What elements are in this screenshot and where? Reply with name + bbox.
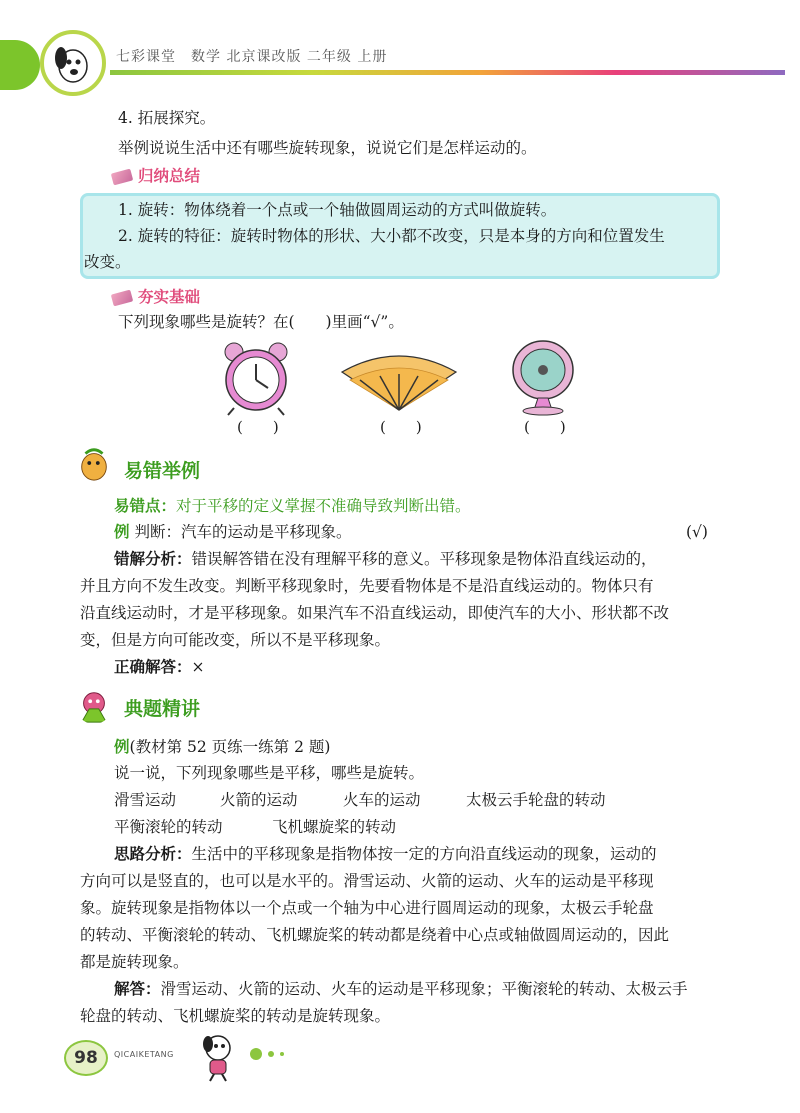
mistake-point-label: 易错点： bbox=[114, 497, 177, 515]
mistake-answer-label: 正确解答： bbox=[114, 658, 192, 676]
basics-question: 下列现象哪些是旋转？在( )里画“√”。 bbox=[118, 313, 404, 331]
classic-answer-row bbox=[114, 979, 688, 999]
classic-think-5: 都是旋转现象。 bbox=[80, 953, 189, 971]
basics-label-row bbox=[112, 285, 200, 307]
classic-think-4: 的转动、平衡滚轮的转动、飞机螺旋桨的转动都是绕着中心点或轴做圆周运动的，因此 bbox=[80, 926, 670, 944]
extend-heading: 4. 拓展探究。 bbox=[118, 109, 216, 127]
mistake-example-label: 例 bbox=[114, 523, 130, 541]
alarm-clock-icon bbox=[218, 340, 294, 416]
classic-think-row bbox=[114, 844, 657, 864]
mascot-logo-icon bbox=[40, 30, 106, 96]
mistake-analysis-3: 沿直线运动时，才是平移现象。如果汽车不沿直线运动，即使汽车的大小、形状都不改 bbox=[80, 604, 670, 622]
mistakes-title: 易错举例 bbox=[124, 460, 201, 482]
summary-line-1: 1. 旋转：物体绕着一个点或一个轴做圆周运动的方式叫做旋转。 bbox=[118, 201, 557, 219]
classic-item-2: 火车的运动 bbox=[343, 791, 421, 809]
mistake-analysis-label: 错解分析： bbox=[114, 550, 192, 568]
mistake-example-mark: (√) bbox=[686, 523, 708, 541]
mistake-analysis-1: 错误解答错在没有理解平移的意义。平移现象是物体沿直线运动的， bbox=[191, 550, 657, 568]
header-green-tab bbox=[0, 40, 40, 90]
classic-answer-2: 轮盘的转动、飞机螺旋桨的转动是旋转现象。 bbox=[80, 1007, 391, 1025]
mistake-analysis-row bbox=[114, 549, 657, 569]
classic-example-label: 例 bbox=[114, 738, 130, 756]
folding-fan-icon bbox=[340, 350, 458, 412]
pencil-icon bbox=[111, 168, 133, 185]
classic-item-3: 太极云手轮盘的转动 bbox=[466, 791, 606, 809]
page-number: 98 bbox=[64, 1040, 108, 1076]
footer-dot-medium bbox=[268, 1051, 274, 1057]
mistake-example-text: 判断：汽车的运动是平移现象。 bbox=[129, 523, 352, 541]
basics-label: 夯实基础 bbox=[138, 288, 201, 306]
summary-label: 归纳总结 bbox=[138, 167, 201, 185]
summary-line-2b: 改变。 bbox=[84, 253, 131, 271]
fan-answer-paren[interactable]: ( ) bbox=[380, 418, 422, 436]
mistake-answer-row bbox=[114, 657, 205, 677]
mistake-answer-text: × bbox=[191, 658, 205, 676]
footer-brand: QICAIKETANG bbox=[114, 1050, 174, 1059]
footer-dot-small bbox=[280, 1052, 284, 1056]
clock-answer-paren[interactable]: ( ) bbox=[237, 418, 279, 436]
classic-example-row bbox=[114, 737, 330, 757]
classic-item-4: 平衡滚轮的转动 bbox=[114, 818, 223, 836]
classic-think-1: 生活中的平移现象是指物体按一定的方向沿直线运动的现象，运动的 bbox=[191, 845, 657, 863]
mistake-point-text: 对于平移的定义掌握不准确导致判断出错。 bbox=[176, 497, 471, 515]
footer-mascot-icon bbox=[196, 1032, 240, 1082]
mistake-mascot-icon bbox=[76, 446, 112, 482]
mistake-analysis-4: 变，但是方向可能改变，所以不是平移现象。 bbox=[80, 631, 391, 649]
mistake-analysis-2: 并且方向不发生改变。判断平移现象时，先要看物体是不是沿直线运动的。物体只有 bbox=[80, 577, 654, 595]
classic-question: 说一说，下列现象哪些是平移，哪些是旋转。 bbox=[114, 764, 425, 782]
classic-item-1: 火箭的运动 bbox=[220, 791, 298, 809]
classic-mascot-icon bbox=[76, 688, 112, 724]
header-rainbow-bar bbox=[110, 70, 785, 75]
mistake-example-row bbox=[114, 522, 351, 542]
pencil-icon bbox=[111, 289, 133, 306]
classic-answer-1: 滑雪运动、火箭的运动、火车的运动是平移现象；平衡滚轮的转动、太极云手 bbox=[160, 980, 688, 998]
classic-item-5: 飞机螺旋桨的转动 bbox=[272, 818, 397, 836]
header-title: 七彩课堂 数学 北京课改版 二年级 上册 bbox=[116, 49, 388, 65]
extend-text: 举例说说生活中还有哪些旋转现象，说说它们是怎样运动的。 bbox=[118, 139, 537, 157]
electric-fan-icon bbox=[508, 338, 578, 416]
footer-dot-large bbox=[250, 1048, 262, 1060]
summary-line-2a: 2. 旋转的特征：旋转时物体的形状、大小都不改变，只是本身的方向和位置发生 bbox=[118, 227, 665, 245]
classic-think-2: 方向可以是竖直的，也可以是水平的。滑雪运动、火箭的运动、火车的运动是平移现 bbox=[80, 872, 654, 890]
classic-example-text: (教材第 52 页练一练第 2 题) bbox=[129, 738, 331, 756]
electric-fan-answer-paren[interactable]: ( ) bbox=[524, 418, 566, 436]
classic-answer-label: 解答： bbox=[114, 980, 161, 998]
classic-title: 典题精讲 bbox=[124, 698, 201, 720]
classic-item-0: 滑雪运动 bbox=[114, 791, 177, 809]
classic-think-3: 象。旋转现象是指物体以一个点或一个轴为中心进行圆周运动的现象，太极云手轮盘 bbox=[80, 899, 654, 917]
classic-think-label: 思路分析： bbox=[114, 845, 192, 863]
summary-label-row bbox=[112, 164, 200, 186]
mistake-point-row bbox=[114, 496, 471, 516]
